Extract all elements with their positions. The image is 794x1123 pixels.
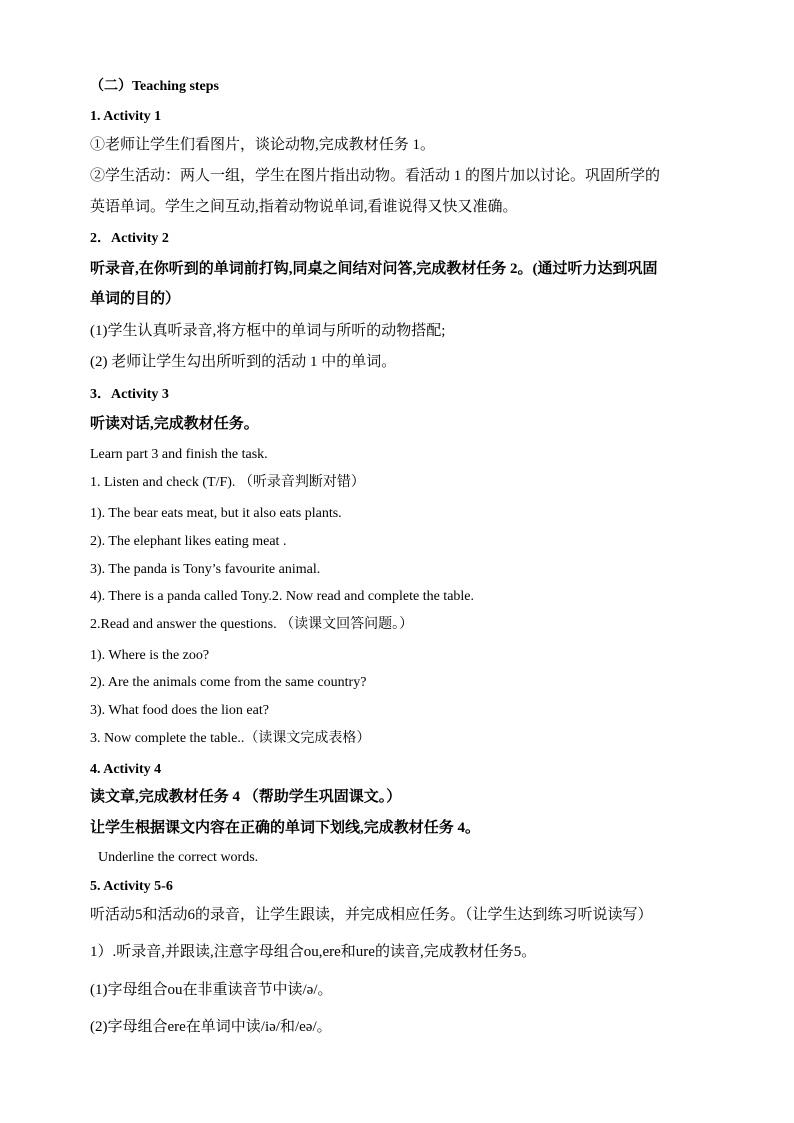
activity-5-6-rule-ou: (1)字母组合ou在非重读音节中读/ə/。	[90, 982, 333, 998]
section-heading-teaching-steps: （二）Teaching steps	[90, 79, 220, 94]
activity-2-task-cont: 单词的目的）	[90, 291, 181, 307]
activity-2-step-1: (1)学生认真听录音,将方框中的单词与所听的动物搭配;	[90, 323, 446, 339]
activity-5-6-step-1: 1）.听录音,并跟读,注意字母组合ou,ere和ure的读音,完成教材任务5。	[90, 944, 537, 960]
activity-3-listen-check: 1. Listen and check (T/F). （听录音判断对错）	[90, 475, 365, 490]
activity-2-heading: 2．Activity 2	[90, 231, 169, 246]
activity-4-heading: 4. Activity 4	[90, 762, 162, 777]
activity-3-read-answer: 2.Read and answer the questions. （读课文回答问题。）	[90, 617, 414, 632]
activity-4-underline: Underline the correct words.	[98, 850, 259, 865]
activity-3-task: 听读对话,完成教材任务。	[90, 416, 259, 432]
activity-2-step-2: (2) 老师让学生勾出所听到的活动 1 中的单词。	[90, 354, 397, 370]
activity-3-complete-table: 3. Now complete the table..（读课文完成表格）	[90, 731, 371, 746]
activity-4-task: 读文章,完成教材任务 4 （帮助学生巩固课文。）	[90, 789, 402, 805]
activity-3-statement-2: 2). The elephant likes eating meat .	[90, 534, 287, 549]
activity-3-statement-1: 1). The bear eats meat, but it also eats plants.	[90, 506, 342, 521]
activity-1-heading: 1. Activity 1	[90, 109, 162, 124]
activity-5-6-rule-ere: (2)字母组合ere在单词中读/iə/和/eə/。	[90, 1019, 332, 1035]
activity-3-question-1: 1). Where is the zoo?	[90, 648, 210, 663]
activity-3-statement-4: 4). There is a panda called Tony.2. Now read and complete the table.	[90, 589, 475, 604]
activity-3-learn-line: Learn part 3 and finish the task.	[90, 447, 268, 462]
activity-1-step-1: ①老师让学生们看图片，谈论动物,完成教材任务 1。	[90, 137, 436, 153]
activity-3-heading: 3．Activity 3	[90, 387, 169, 402]
activity-1-step-2: ②学生活动：两人一组，学生在图片指出动物。看活动 1 的图片加以讨论。巩固所学的	[90, 168, 661, 184]
activity-5-6-heading: 5. Activity 5-6	[90, 879, 173, 894]
activity-1-step-2-cont: 英语单词。学生之间互动,指着动物说单词,看谁说得又快又准确。	[90, 199, 518, 215]
activity-5-6-task: 听活动5和活动6的录音，让学生跟读，并完成相应任务。（让学生达到练习听说读写）	[90, 907, 653, 923]
activity-3-statement-3: 3). The panda is Tony’s favourite animal.	[90, 562, 321, 577]
activity-4-instruction: 让学生根据课文内容在正确的单词下划线,完成教材任务 4。	[90, 820, 481, 836]
activity-2-task: 听录音,在你听到的单词前打钩,同桌之间结对问答,完成教材任务 2。(通过听力达到巩固	[90, 261, 658, 277]
activity-3-question-2: 2). Are the animals come from the same country?	[90, 675, 367, 690]
activity-3-question-3: 3). What food does the lion eat?	[90, 703, 269, 718]
